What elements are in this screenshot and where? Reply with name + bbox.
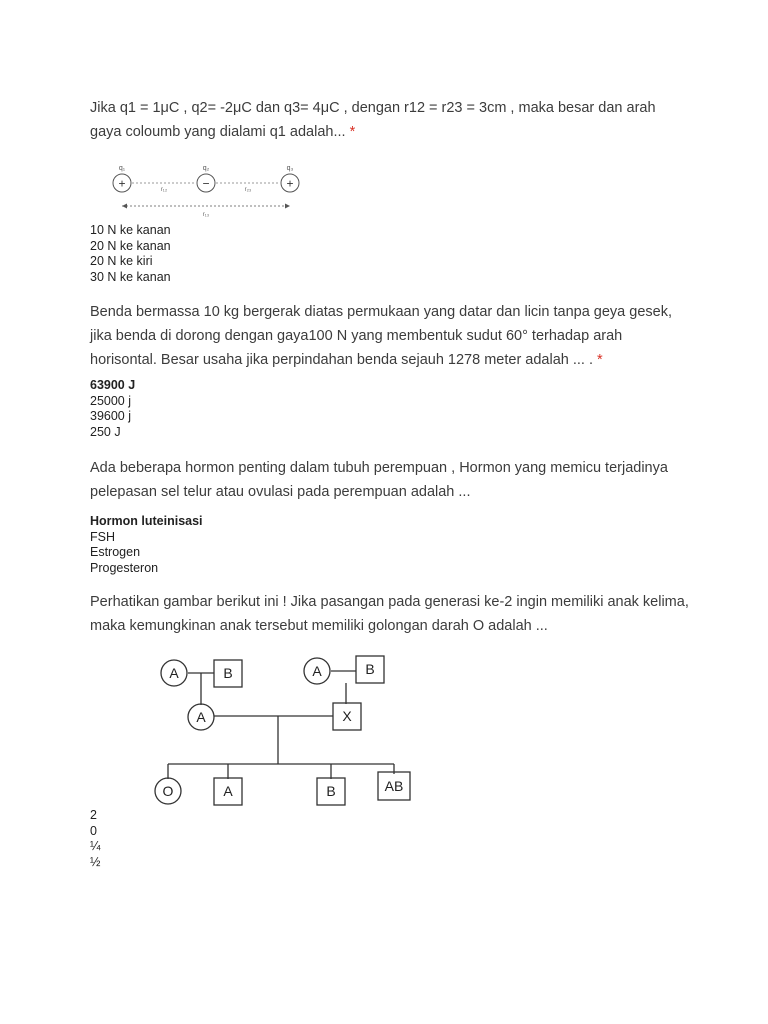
question-2-options (90, 378, 490, 440)
option-item[interactable]: 2 (90, 808, 97, 822)
option-item-selected[interactable]: 63900 J (90, 378, 136, 392)
option-item[interactable]: 10 N ke kanan (90, 223, 171, 237)
distance-r13-label: r₁₃ (202, 212, 210, 218)
distance-r23-label: r₂₃ (244, 187, 252, 193)
option-item[interactable]: 25000 j (90, 393, 132, 408)
option-item[interactable]: 250 J (90, 424, 121, 439)
pedigree-label: O (162, 783, 174, 799)
distance-r12-label: r₁₂ (160, 187, 168, 193)
option-item[interactable]: 30 N ke kanan (90, 269, 171, 284)
option-item[interactable]: FSH (90, 529, 115, 544)
question-1-prompt: Jika q1 = 1μC , q2= -2μC dan q3= 4μC , dengan r12 = r23 = 3cm , maka besar dan arah gaya coloumb yang dialami q1 adalah... (90, 100, 656, 140)
option-item[interactable]: 0 (90, 823, 97, 838)
charge-q2-sign: − (202, 176, 210, 191)
option-item[interactable]: Estrogen (90, 545, 141, 559)
charge-q1-label: q₁ (118, 165, 126, 172)
charge-q3-sign: + (286, 176, 294, 191)
option-item[interactable]: 20 N ke kiri (90, 254, 153, 268)
arrowhead-left-icon (122, 204, 127, 209)
required-asterisk: * (597, 352, 603, 368)
question-4-text (90, 590, 690, 638)
coulomb-charges-diagram (108, 160, 308, 222)
option-item[interactable]: ¼ (90, 839, 101, 853)
pedigree-label: A (312, 663, 322, 679)
question-3-prompt: Ada beberapa hormon penting dalam tubuh perempuan , Hormon yang memicu terjadinya pelepasan sel telur atau ovulasi pada perempuan adalah ... (90, 460, 668, 500)
blood-type-pedigree-diagram (148, 644, 428, 814)
charge-q3-label: q₃ (286, 165, 294, 172)
charge-q1-sign: + (118, 176, 126, 191)
question-3-options (90, 514, 490, 576)
option-item[interactable]: 39600 j (90, 409, 132, 423)
question-4-options (90, 808, 490, 870)
required-asterisk: * (349, 124, 356, 140)
charge-q2-label: q₂ (202, 165, 210, 172)
pedigree-label: B (365, 661, 375, 677)
question-3-text (90, 456, 690, 504)
arrowhead-right-icon (285, 204, 290, 209)
pedigree-label: AB (384, 778, 404, 794)
pedigree-label: A (223, 783, 233, 799)
pedigree-label: A (169, 665, 179, 681)
pedigree-label: A (196, 709, 206, 725)
option-item[interactable]: Progesteron (90, 560, 159, 575)
option-item[interactable]: 20 N ke kanan (90, 238, 171, 253)
question-2-text (90, 300, 690, 372)
option-item-selected[interactable]: Hormon luteinisasi (90, 514, 203, 528)
pedigree-label: B (223, 665, 233, 681)
option-item[interactable]: ½ (90, 854, 101, 869)
question-2-prompt: Benda bermassa 10 kg bergerak diatas permukaan yang datar dan licin tanpa geya gesek, jika benda di dorong dengan gaya100 N yang membentuk sudut 60° terhadap arah horisontal. Besar usaha jika perpindahan benda sejauh 1278 meter adalah ... . (90, 304, 672, 368)
pedigree-label: B (326, 783, 336, 799)
question-4-prompt: Perhatikan gambar berikut ini ! Jika pasangan pada generasi ke-2 ingin memiliki anak kelima, maka kemungkinan anak tersebut memiliki golongan darah O adalah ... (90, 594, 689, 634)
pedigree-label: X (342, 708, 352, 724)
question-1-text (90, 96, 690, 144)
question-1-options (90, 223, 490, 285)
